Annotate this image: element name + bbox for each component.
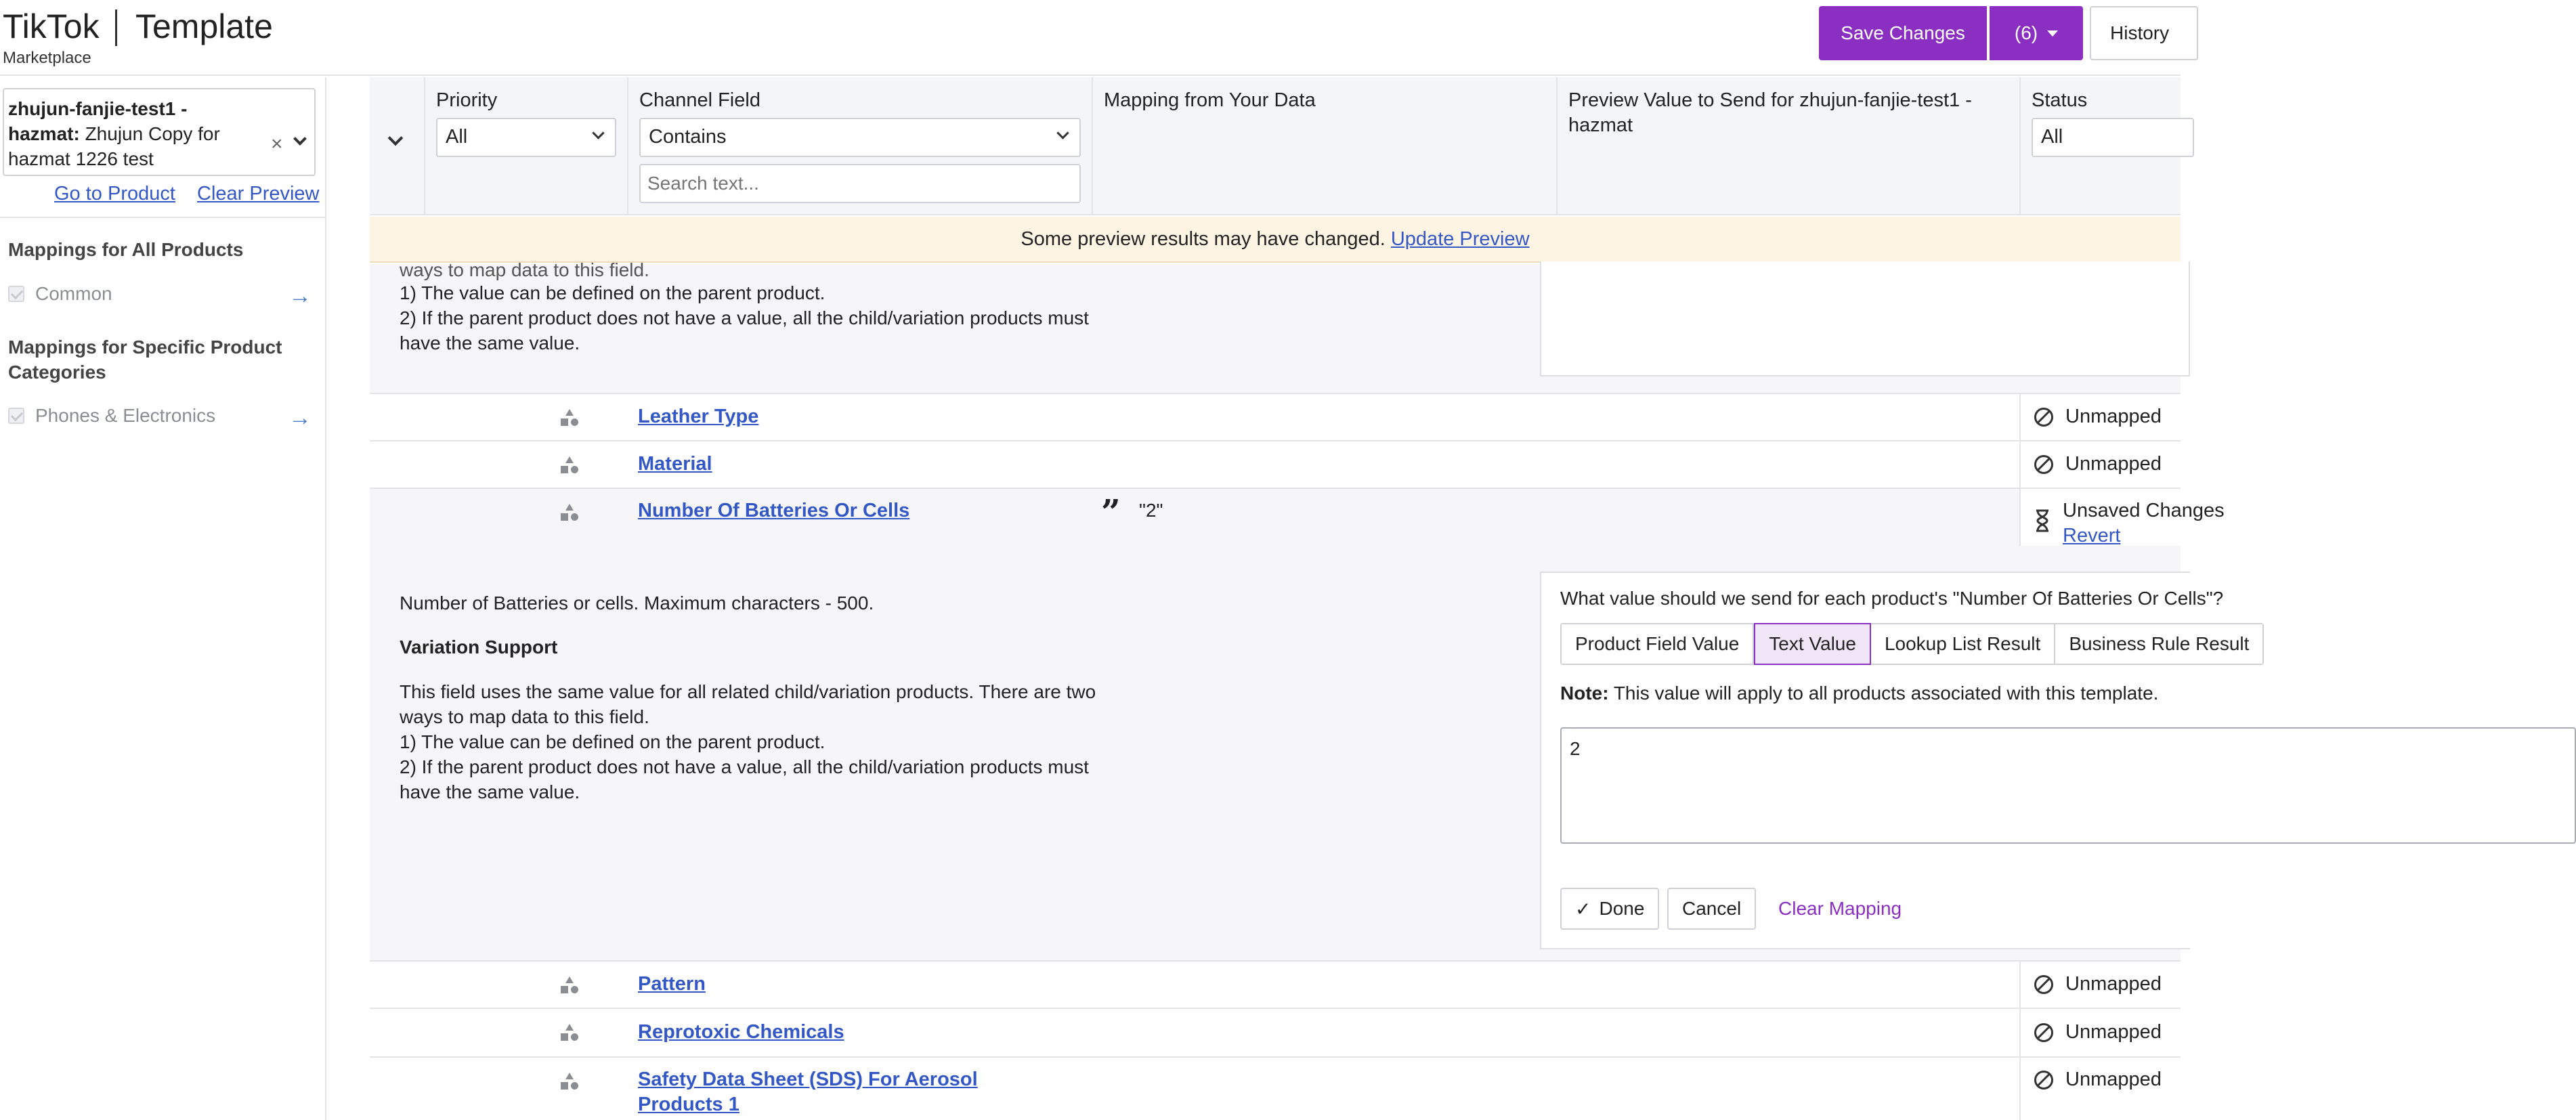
status-cell xyxy=(2019,1058,2181,1120)
caret-down-icon xyxy=(2047,30,2058,37)
product-select-bold: zhujun-fanjie-test1 - hazmat: xyxy=(8,98,188,144)
field-link-safety-data-sheet[interactable]: Safety Data Sheet (SDS) For Aerosol Products 1 xyxy=(638,1069,978,1115)
field-link-leather-type[interactable]: Leather Type xyxy=(638,406,759,427)
done-button[interactable] xyxy=(1560,888,1659,930)
preview-changed-banner xyxy=(370,217,2181,263)
field-description: Number of Batteries or cells. Maximum characters - 500. xyxy=(400,593,874,613)
ban-icon xyxy=(2034,408,2053,427)
partial-variation-line3: have the same value. xyxy=(400,332,580,353)
status-cell xyxy=(2019,489,2225,546)
priority-column xyxy=(425,77,628,215)
clear-mapping-link[interactable]: Clear Mapping xyxy=(1778,898,1902,919)
preview-product-select[interactable] xyxy=(3,88,316,176)
field-link-pattern[interactable]: Pattern xyxy=(638,973,706,995)
quote-icon: ” xyxy=(1101,492,1121,532)
arrow-right-icon[interactable]: → xyxy=(288,283,312,309)
expand-all-column xyxy=(370,77,425,215)
banner-text: Some preview results may have changed. xyxy=(1021,228,1386,250)
status-unmapped xyxy=(2034,1021,2162,1043)
revert-link[interactable]: Revert xyxy=(2063,525,2121,546)
table-row[interactable] xyxy=(370,1058,2181,1120)
variation-line3: 1) The value can be defined on the parent product. xyxy=(400,731,825,752)
cancel-button[interactable]: Cancel xyxy=(1667,888,1756,930)
channel-field-column xyxy=(628,77,1093,215)
brand-subtitle: Marketplace xyxy=(3,49,91,67)
status-text: Unmapped xyxy=(2065,406,2162,427)
shapes-icon xyxy=(559,455,580,475)
table-row-expanded xyxy=(370,489,2250,962)
ban-icon xyxy=(2034,975,2053,994)
chevron-down-icon xyxy=(592,127,604,139)
mapping-column xyxy=(1093,77,1558,215)
table-row[interactable] xyxy=(370,394,2181,441)
table-row[interactable] xyxy=(370,962,2181,1009)
chevron-down-icon[interactable] xyxy=(388,131,404,146)
priority-filter-value: All xyxy=(446,126,468,148)
mapping-editor-panel xyxy=(1540,572,2250,949)
header-divider xyxy=(115,9,117,46)
partial-variation-line2: 2) If the parent product does not have a value, all the child/variation products must xyxy=(400,307,1089,328)
text-value-preview: "2" xyxy=(1139,500,1163,521)
update-preview-link[interactable]: Update Preview xyxy=(1390,228,1530,250)
status-unmapped xyxy=(2034,406,2162,428)
note-label: Note: xyxy=(1560,683,1609,704)
text-value-input[interactable]: 2 xyxy=(1560,727,2576,844)
mapping-type-tabs xyxy=(1560,623,2264,665)
ban-icon xyxy=(2034,1071,2053,1090)
channel-field-header: Channel Field xyxy=(639,89,760,111)
shapes-icon xyxy=(559,1071,580,1092)
arrow-right-icon[interactable]: → xyxy=(288,405,312,431)
table-row[interactable] xyxy=(370,1009,2181,1058)
field-link-number-of-batteries[interactable]: Number Of Batteries Or Cells xyxy=(638,500,910,521)
changes-count: (6) xyxy=(2014,22,2038,43)
priority-filter-select[interactable] xyxy=(436,118,616,157)
preview-header: Preview Value to Send for zhujun-fanjie-test1 - hazmat xyxy=(1568,89,1972,136)
status-filter-select[interactable] xyxy=(2032,118,2194,157)
channel-filter-value: Contains xyxy=(649,126,727,148)
status-cell xyxy=(2019,441,2181,488)
partial-mapping-panel xyxy=(1540,261,2190,376)
status-cell xyxy=(2019,1009,2181,1056)
hourglass-icon xyxy=(2034,509,2051,532)
status-header: Status xyxy=(2032,89,2088,111)
status-unmapped xyxy=(2034,1069,2162,1091)
status-column xyxy=(2021,77,2181,215)
tab-product-field-value[interactable]: Product Field Value xyxy=(1562,624,1754,664)
ban-icon xyxy=(2034,1023,2053,1042)
ban-icon xyxy=(2034,455,2053,474)
sidebar-divider xyxy=(0,217,325,218)
status-text: Unsaved Changes xyxy=(2063,500,2225,521)
status-cell xyxy=(2019,394,2181,440)
status-cell xyxy=(2019,962,2181,1008)
status-unmapped xyxy=(2034,453,2162,475)
variation-line2: ways to map data to this field. xyxy=(400,706,649,727)
tab-lookup-list-result[interactable]: Lookup List Result xyxy=(1871,624,2055,664)
partial-variation-line0: ways to map data to this field. xyxy=(400,259,649,280)
field-link-reprotoxic-chemicals[interactable]: Reprotoxic Chemicals xyxy=(638,1021,844,1043)
page-title: Template xyxy=(135,7,273,45)
status-text: Unmapped xyxy=(2065,453,2162,475)
shapes-icon xyxy=(559,975,580,995)
shapes-icon xyxy=(559,1022,580,1043)
status-filter-value: All xyxy=(2041,126,2063,148)
product-select-rest: Zhujun Copy for hazmat 1226 test xyxy=(8,123,220,169)
table-row-partial-expanded xyxy=(370,259,2181,394)
chevron-down-icon[interactable] xyxy=(293,132,307,146)
sidebar-item-label: Phones & Electronics xyxy=(35,405,216,426)
brand-name: TikTok xyxy=(3,7,100,45)
history-button[interactable]: History xyxy=(2090,6,2198,60)
preview-column xyxy=(1558,77,2021,215)
mapping-header: Mapping from Your Data xyxy=(1104,89,1316,111)
tab-business-rule-result[interactable]: Business Rule Result xyxy=(2055,624,2262,664)
done-label: Done xyxy=(1599,898,1645,919)
check-icon: ✓ xyxy=(1575,898,1591,920)
variation-support-title: Variation Support xyxy=(400,637,558,658)
variation-line1: This field uses the same value for all related child/variation products. There are two xyxy=(400,681,1096,702)
pending-changes-dropdown-button[interactable] xyxy=(1990,6,2083,60)
save-changes-button[interactable]: Save Changes xyxy=(1819,6,1987,60)
shapes-icon xyxy=(559,502,580,523)
section-heading-specific-categories: Mappings for Specific Product Categories xyxy=(8,337,282,383)
status-unmapped xyxy=(2034,973,2162,995)
channel-field-search-input[interactable] xyxy=(639,164,1081,203)
sidebar xyxy=(0,77,326,1120)
table-header xyxy=(370,77,2181,215)
chevron-down-icon xyxy=(1056,127,1069,139)
priority-header: Priority xyxy=(436,89,498,111)
app-header xyxy=(0,0,2181,76)
partial-variation-line1: 1) The value can be defined on the parent product. xyxy=(400,282,825,303)
phones-checkbox[interactable] xyxy=(8,408,24,424)
table-row[interactable] xyxy=(370,441,2181,489)
status-unsaved xyxy=(2034,498,2225,548)
tab-text-value[interactable]: Text Value xyxy=(1754,623,1871,665)
status-text: Unmapped xyxy=(2065,973,2162,995)
clear-preview-link[interactable]: Clear Preview xyxy=(197,183,320,204)
variation-line4: 2) If the parent product does not have a value, all the child/variation products must xyxy=(400,756,1089,777)
status-text: Unmapped xyxy=(2065,1021,2162,1043)
mapping-question: What value should we send for each product's "Number Of Batteries Or Cells"? xyxy=(1560,588,2224,609)
clear-selection-icon[interactable]: × xyxy=(271,133,283,155)
common-checkbox[interactable] xyxy=(8,286,24,302)
shapes-icon xyxy=(559,408,580,428)
sidebar-item-label: Common xyxy=(35,283,112,304)
status-text: Unmapped xyxy=(2065,1069,2162,1090)
mapping-note xyxy=(1560,683,2158,704)
section-heading-all-products: Mappings for All Products xyxy=(8,239,244,260)
go-to-product-link[interactable]: Go to Product xyxy=(54,183,175,204)
field-link-material[interactable]: Material xyxy=(638,453,712,475)
sidebar-item-common[interactable] xyxy=(8,280,318,307)
channel-field-filter-select[interactable] xyxy=(639,118,1081,157)
sidebar-item-phones-electronics[interactable] xyxy=(8,402,318,429)
note-text: This value will apply to all products associated with this template. xyxy=(1613,683,2159,704)
variation-line5: have the same value. xyxy=(400,781,580,802)
